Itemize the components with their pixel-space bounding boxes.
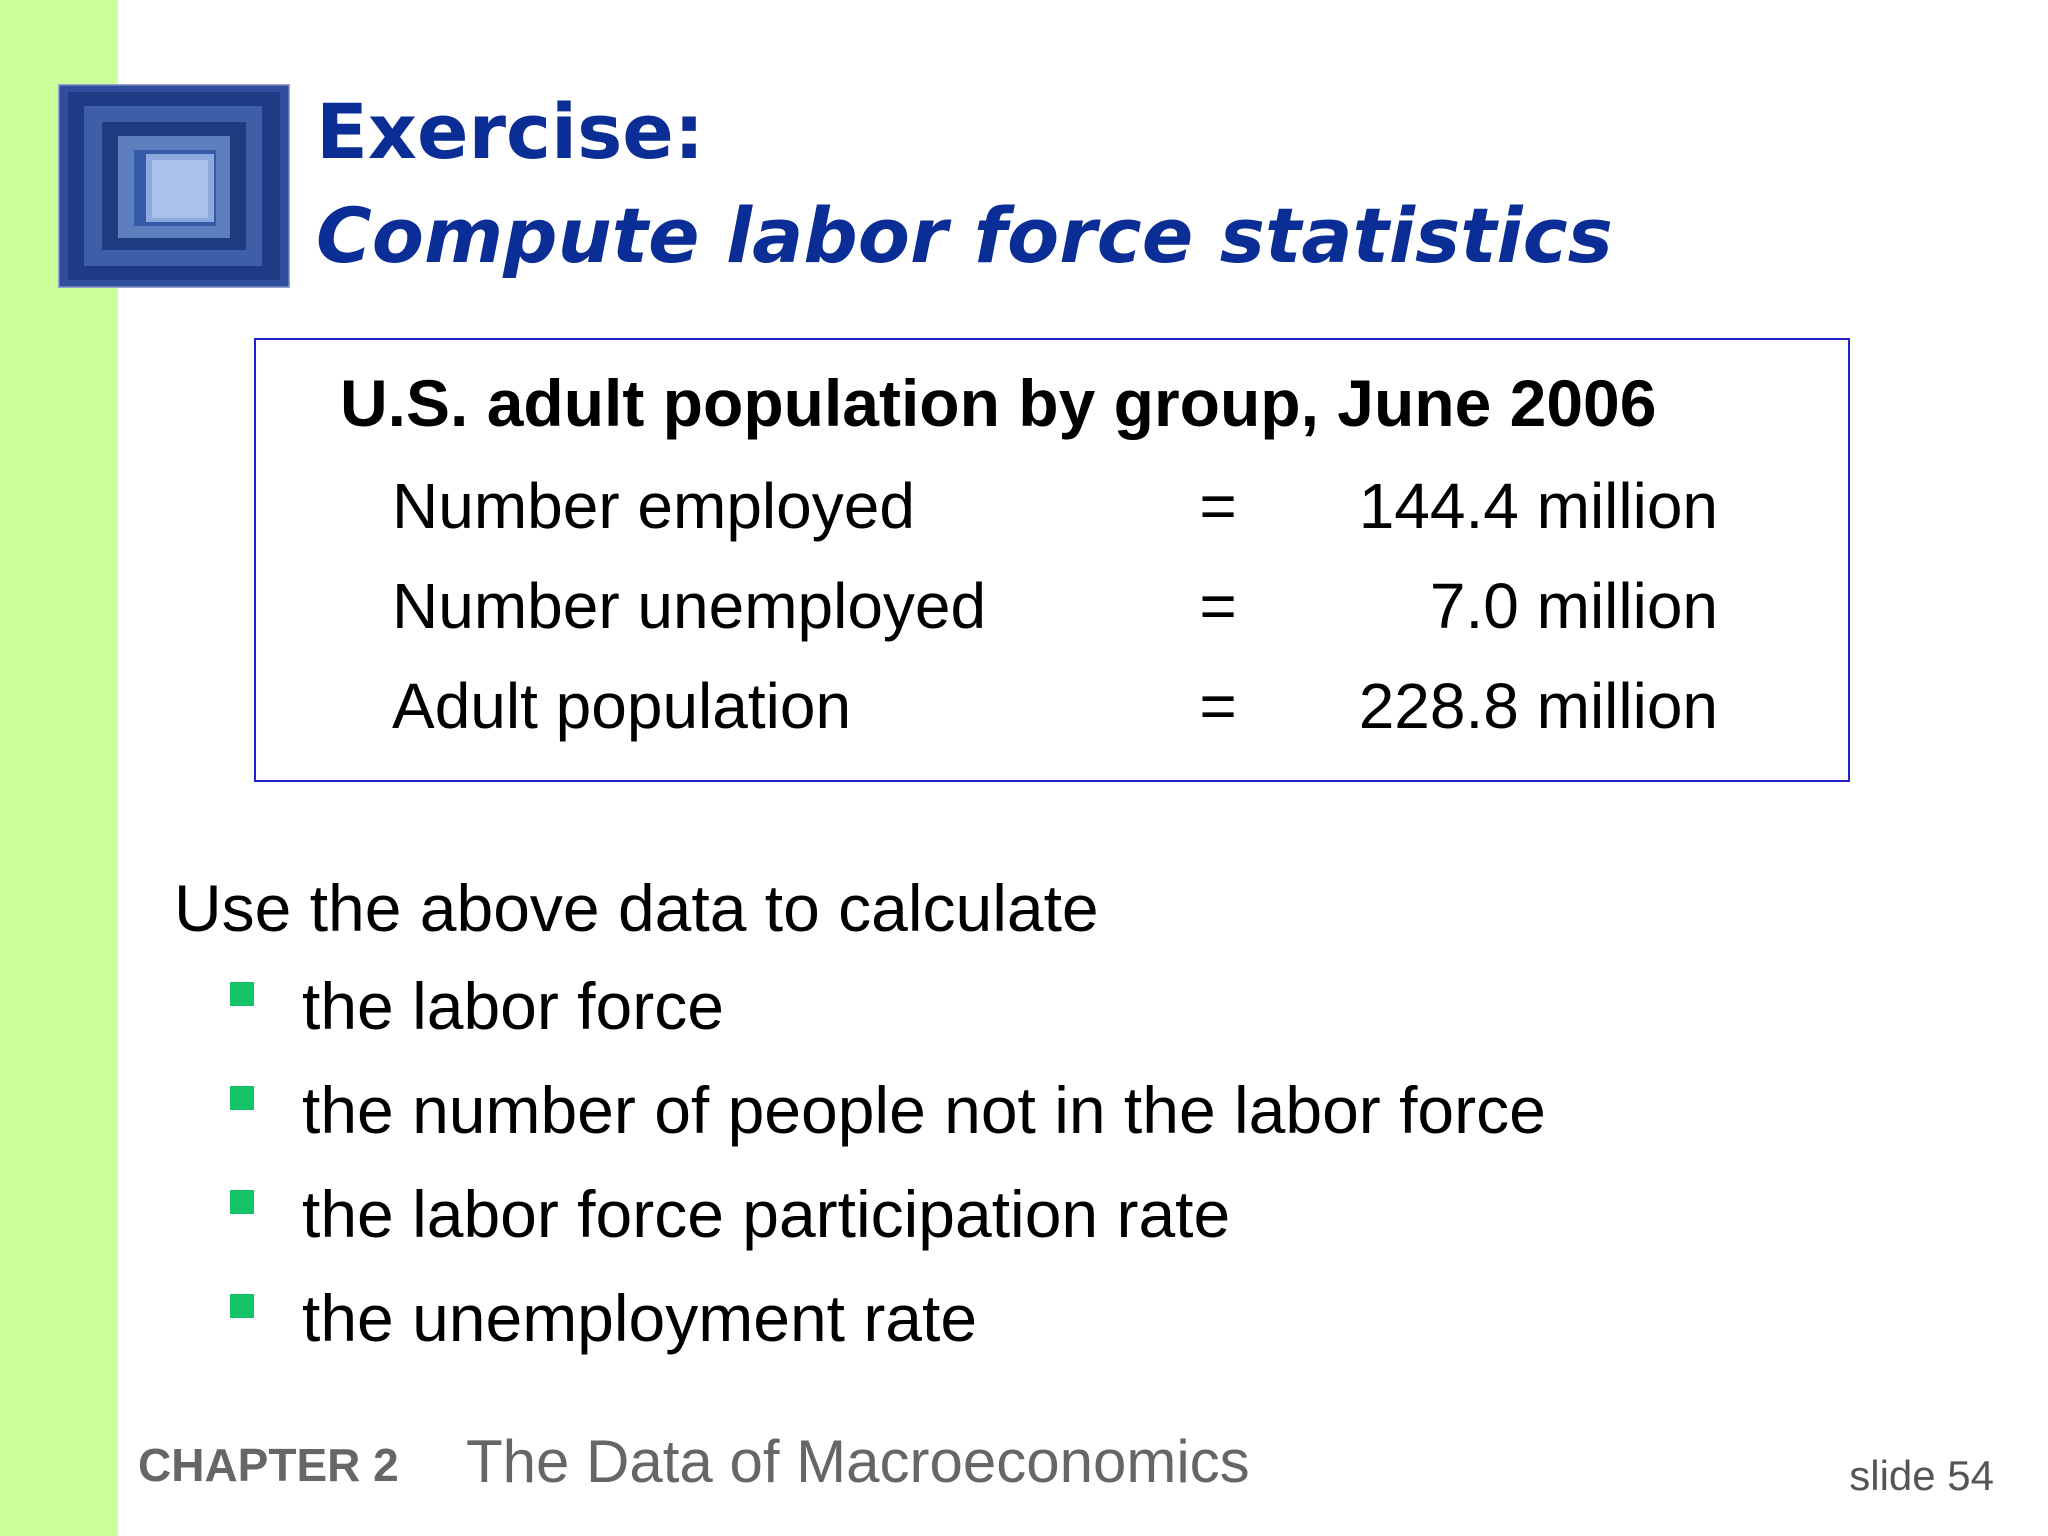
data-row-adult-population — [256, 666, 1848, 746]
title-subheading: Compute labor force statistics — [316, 191, 1613, 280]
data-row-label: Number unemployed — [392, 570, 987, 642]
data-row-label: Number employed — [392, 470, 915, 542]
list-item-text: the labor force — [302, 969, 724, 1043]
data-row-equals: = — [1199, 670, 1237, 742]
data-row-equals: = — [1199, 570, 1237, 642]
data-row-value: 228.8 million — [1358, 670, 1718, 742]
population-data-box — [254, 338, 1850, 782]
calculation-prompt: Use the above data to calculate — [174, 871, 1099, 945]
green-square-bullet-icon — [230, 982, 254, 1006]
data-row-unemployed — [256, 566, 1848, 646]
green-square-bullet-icon — [230, 1086, 254, 1110]
footer-chapter-label: CHAPTER 2 — [138, 1439, 399, 1491]
data-row-equals: = — [1199, 470, 1237, 542]
data-row-label: Adult population — [392, 670, 852, 742]
slide-number: slide 54 — [1849, 1452, 1994, 1499]
title-heading: Exercise: — [316, 87, 705, 176]
data-row-value: 7.0 million — [1429, 570, 1718, 642]
list-item-text: the number of people not in the labor force — [302, 1073, 1546, 1147]
square-tunnel-icon — [58, 84, 290, 288]
green-square-bullet-icon — [230, 1294, 254, 1318]
footer-chapter-title: The Data of Macroeconomics — [466, 1428, 1250, 1495]
green-square-bullet-icon — [230, 1190, 254, 1214]
list-item-text: the labor force participation rate — [302, 1177, 1231, 1251]
data-row-employed — [256, 466, 1848, 546]
list-item-text: the unemployment rate — [302, 1281, 978, 1355]
title-square-graphic — [58, 84, 290, 288]
data-box-heading: U.S. adult population by group, June 2006 — [340, 366, 1657, 440]
data-row-value: 144.4 million — [1358, 470, 1718, 542]
